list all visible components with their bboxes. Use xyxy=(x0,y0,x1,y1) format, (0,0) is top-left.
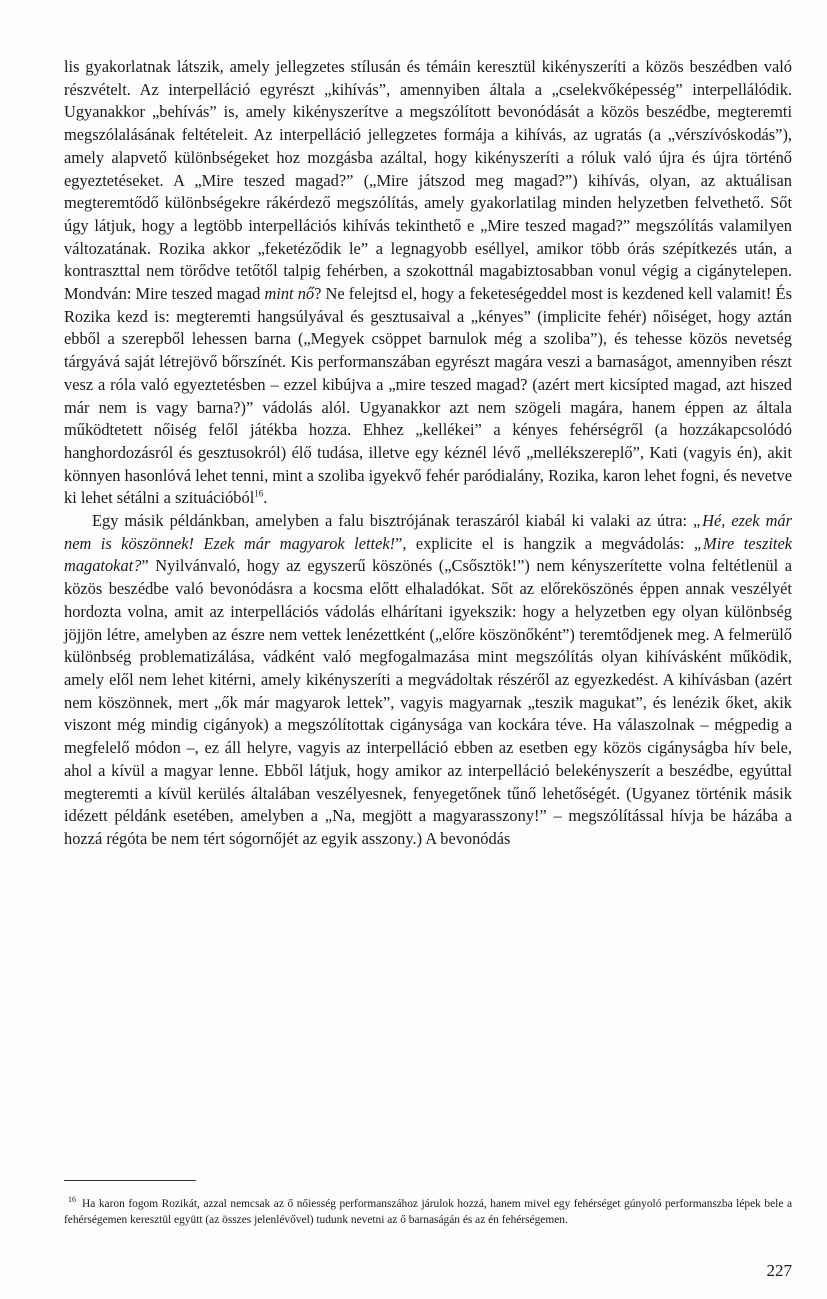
paragraph-text: Egy másik példánkban, amelyben a falu bisztrójának teraszáról kiabál ki valaki az útra: xyxy=(92,511,694,531)
paragraph-text: ? Ne felejtsd el, hogy a feketeségeddel most is kezdened kell valamit! És Rozika kezd is: megteremti hangsúlyával és gesztusaival a „kényes” (implicite fehér) nőiséget, hogy aztán ebből a szerepből lehessen barna („Megyek csöppet barnulok még a szoliba”), és tehesse közös nevetség tárgyává saját létrejövő bőrszínét. Kis performanszában egyrészt magára veszi a barnaságot, amennyiben részt vesz a róla való egyeztetésben – ezzel kibújva a „mire teszed magad? (azért mert kicsípted magad, azt hiszed már nem is vagy barna?)” vádolás alól. Ugyanakkor azt nem szögeli magára, hanem éppen az általa működtetett nőiség felől játékba hozza. Ehhez „kellékei” a kényes fehérségről (a hozzákapcsolódó hanghordozásról és gesztusokról) élő tudása, illetve egy kéznél lévő „mellékszereplő”, Kati (vagyis én), akit könnyen hasonlóvá lehet tenni, mint a szoliba igyekvő fehér paródialány, Rozika, karon lehet fogni, és nevetve ki lehet sétálni a szituációból xyxy=(64,284,792,508)
quoted-accusation: „Mire teszitek magatokat? xyxy=(64,533,792,576)
footnote-reference: 16 xyxy=(254,488,264,499)
paragraph-text: . xyxy=(263,488,268,508)
paragraph-text: lis gyakorlatnak látszik, amely jellegzetes stílusán és témáin keresztül kikényszeríti a közös beszédben való részvételt. Az interpelláció egyrészt „kihívás”, amennyiben általa a „cselekvőképesség” interpellálódik. Ugyanakkor „behívás” is, amely kikényszerítve a megszólított bevonódását a közös beszédbe, megteremti megszólalásának feltételeit. Az interpelláció jellegzetes formája a kihívás, az ugratás (a „vérszívóskodás”), amely alapvető különbségeket hoz mozgásba azáltal, hogy kikényszeríti a róluk való újra és újra történő egyeztetéseket. A „Mire teszed magad?” („Mire játszod meg magad?”) kihívás, olyan, az aktuálisan megteremtődő különbségekre rákérdező megszólítás, amely gyakorlatilag minden helyzetben felvethető. Sőt úgy látjuk, hogy a legtöbb interpellációs kihívás tekinthető e „Mire teszed magad?” megszólítás valamilyen változatának. Rozika akkor „feketéződik le” a legnagyobb eséllyel, amikor több órás szépítkezés után, a kontraszttal nem törődve tetőtől talpig fehérben, a szokottnál magabiztosabban vonul végig a cigánytelepen. Mondván: Mire teszed magad xyxy=(64,57,792,304)
paragraph-text: ” Nyilvánvaló, hogy az egyszerű köszönés („Csősztök!”) nem kényszerítette volna feltétlenül a közös beszédbe való bevonódásra a kocsma előtt elhaladókat. Sőt az előreköszönés éppen annak veszélyét hordozta volna, amit az interpellációs vádolás elhárítani igyekszik: hogy a helyzetben egy olyan különbség jöjjön létre, amelyben az észre nem vettek lenézettként („előre köszönőként”) teremtődjenek meg. A felmerülő különbség problematizálása, vádként való megfogalmazása mint megszólítás olyan kihívásként működik, amely elől nem lehet kitérni, amely kikényszeríti a megvádoltak részéről az egyezkedést. A kihívásban (azért nem köszönnek, mert „ők már magyarok lettek”, vagyis magyarnak „teszik magukat”, és lenézik őket, akik viszont még mindig cigányok) a megszólítottak cigánysága van kockára téve. Ha válaszolnak – mégpedig a megfelelő módon –, ez áll helyre, vagyis az interpelláció ebben az esetben egy közös cigányságba hív bele, ahol a kívül a magyar lenne. Ebből látjuk, hogy amikor az interpelláció belekényszerít a beszédbe, egyúttal megteremti a kívül kerülés általában veszélyesnek, fenyegetőnek tűnő lehetőségét. (Ugyanez történik másik idézett példánk esetében, amelyben a „Na, megjött a magyarasszony!” – megszólítással hívja be házába a hozzá régóta be nem tért sógornőjét az egyik asszony.) A bevonódás xyxy=(64,556,792,848)
quoted-shout: „Hé, ezek már nem is köszönnek! Ezek már magyarok lettek! xyxy=(64,511,792,553)
body-text xyxy=(64,56,792,851)
footnote-mark: 16 xyxy=(68,1195,76,1205)
emphasis-text: mint nő xyxy=(264,284,315,304)
footnote-text: Ha karon fogom Rozikát, azzal nemcsak az ő nőiesség performanszához járulok hozzá, hanem mivel egy fehérséget gúnyoló performanszba lépek bele a fehérségemen keresztül együtt (az összes jelenlévővel) tudunk nevetni az ő barnaságán és az én fehérségemen. xyxy=(64,1198,792,1227)
footnote xyxy=(64,1196,792,1229)
paragraph xyxy=(64,510,792,851)
paragraph-text: ”, explicite el is hangzik a megvádolás: xyxy=(395,533,694,553)
footnote-divider xyxy=(64,1180,196,1181)
page-number: 227 xyxy=(766,1261,792,1280)
paragraph-continued xyxy=(64,56,792,510)
